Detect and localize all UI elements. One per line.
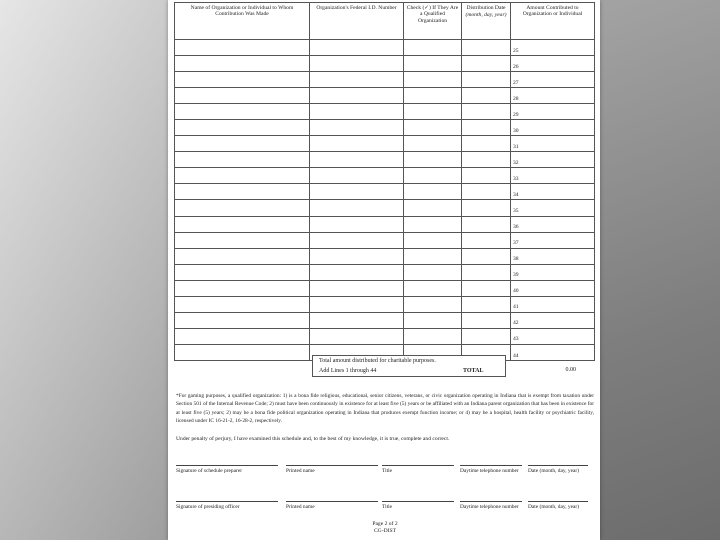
amount-cell[interactable]: [511, 264, 595, 280]
table-row: [175, 168, 595, 184]
amount-cell[interactable]: [511, 248, 595, 264]
amount-cell[interactable]: [511, 200, 595, 216]
distribution-date-cell[interactable]: [462, 136, 511, 152]
federal-id-cell[interactable]: [310, 328, 404, 344]
distribution-date-cell[interactable]: [462, 248, 511, 264]
org-name-cell[interactable]: [175, 200, 310, 216]
line-number: 36: [513, 224, 519, 231]
federal-id-cell[interactable]: [310, 72, 404, 88]
org-name-cell[interactable]: [175, 104, 310, 120]
table-row: [175, 40, 595, 56]
signature-row-preparer: [176, 465, 594, 483]
table-row: [175, 280, 595, 296]
totals-total-label: TOTAL: [463, 368, 484, 374]
org-name-cell[interactable]: [175, 88, 310, 104]
amount-cell[interactable]: [511, 88, 595, 104]
table-row: [175, 88, 595, 104]
distribution-date-cell[interactable]: [462, 72, 511, 88]
federal-id-cell[interactable]: [310, 216, 404, 232]
table-row: [175, 152, 595, 168]
amount-cell[interactable]: [511, 312, 595, 328]
officer-signature-field[interactable]: Signature of presiding officer: [176, 501, 278, 511]
qualified-check-cell[interactable]: [404, 56, 462, 72]
line-number: 41: [513, 304, 519, 311]
line-number: 40: [513, 288, 519, 295]
totals-amount[interactable]: 0.00: [565, 367, 576, 373]
qualified-org-note: *For gaming purposes, a qualified organization: 1) is a bona fide religious, educational, senior citizens, veterans, or civic organization operating in Indiana that is exempt from taxation under Section 501 of the Internal Revenue Code; 2) must have been continuously in existence for at least five (5) years or be affiliated with an Indiana parent organization that has been in existence for at least five (5) years; 2) may be a bona fide political organization operating in Indiana that produces exempt function income; or 4) may be a hospital, health facility or psychiatric facility, licensed under IC 16-21-2, 16-28-2, respectively.: [176, 393, 594, 425]
table-row: [175, 72, 595, 88]
line-number: 35: [513, 208, 519, 215]
background-left: [0, 0, 168, 540]
table-row: [175, 328, 595, 344]
qualified-check-cell[interactable]: [404, 280, 462, 296]
table-row: [175, 120, 595, 136]
qualified-check-cell[interactable]: [404, 40, 462, 56]
table-row: [175, 232, 595, 248]
federal-id-cell[interactable]: [310, 264, 404, 280]
qualified-check-cell[interactable]: [404, 216, 462, 232]
line-number: 31: [513, 143, 519, 150]
org-name-cell[interactable]: [175, 40, 310, 56]
form-code: CG-DIST: [373, 527, 397, 534]
qualified-check-cell[interactable]: [404, 248, 462, 264]
org-name-cell[interactable]: [175, 56, 310, 72]
col-header-name: Name of Organization or Individual to Whom Contribution Was Made: [175, 3, 310, 40]
preparer-date-field[interactable]: Date (month, day, year): [528, 465, 588, 475]
distribution-date-cell[interactable]: [462, 88, 511, 104]
qualified-check-cell[interactable]: [404, 152, 462, 168]
totals-section: [312, 352, 594, 377]
line-number: 34: [513, 192, 519, 199]
federal-id-cell[interactable]: [310, 56, 404, 72]
federal-id-cell[interactable]: [310, 184, 404, 200]
federal-id-cell[interactable]: [310, 120, 404, 136]
amount-cell[interactable]: [511, 72, 595, 88]
table-row: [175, 184, 595, 200]
table-row: [175, 296, 595, 312]
federal-id-cell[interactable]: [310, 152, 404, 168]
table-row: [175, 248, 595, 264]
line-number: 44: [513, 352, 519, 359]
line-number: 30: [513, 127, 519, 134]
contribution-table: [174, 2, 595, 361]
qualified-check-cell[interactable]: [404, 200, 462, 216]
col-header-qualified: Check (✓) If They Are a Qualified Organization: [404, 3, 462, 40]
distribution-date-cell[interactable]: [462, 296, 511, 312]
org-name-cell[interactable]: [175, 152, 310, 168]
background-right: [600, 0, 720, 540]
signature-row-officer: [176, 501, 594, 519]
federal-id-cell[interactable]: [310, 232, 404, 248]
totals-box: [312, 355, 506, 377]
preparer-signature-field[interactable]: Signature of schedule preparer: [176, 465, 278, 475]
line-number: 32: [513, 159, 519, 166]
line-number: 38: [513, 256, 519, 263]
col-header-amount: Amount Contributed to Organization or Individual: [511, 3, 595, 40]
amount-cell[interactable]: [511, 280, 595, 296]
qualified-check-cell[interactable]: [404, 104, 462, 120]
qualified-check-cell[interactable]: [404, 120, 462, 136]
line-number: 42: [513, 320, 519, 327]
federal-id-cell[interactable]: [310, 312, 404, 328]
org-name-cell[interactable]: [175, 280, 310, 296]
amount-cell[interactable]: [511, 232, 595, 248]
org-name-cell[interactable]: [175, 136, 310, 152]
table-row: [175, 216, 595, 232]
amount-cell[interactable]: [511, 104, 595, 120]
qualified-check-cell[interactable]: [404, 72, 462, 88]
distribution-date-cell[interactable]: [462, 200, 511, 216]
org-name-cell[interactable]: [175, 312, 310, 328]
amount-cell[interactable]: [511, 56, 595, 72]
qualified-check-cell[interactable]: [404, 232, 462, 248]
distribution-date-cell[interactable]: [462, 120, 511, 136]
totals-label-line1: Total amount distributed for charitable purposes.: [319, 358, 436, 364]
federal-id-cell[interactable]: [310, 136, 404, 152]
distribution-date-cell[interactable]: [462, 184, 511, 200]
amount-cell[interactable]: [511, 328, 595, 344]
org-name-cell[interactable]: [175, 264, 310, 280]
amount-cell[interactable]: [511, 152, 595, 168]
distribution-date-cell[interactable]: [462, 168, 511, 184]
col-header-date-label: Distribution Date: [466, 5, 506, 11]
qualified-check-cell[interactable]: [404, 264, 462, 280]
col-header-date: [462, 3, 511, 40]
qualified-check-cell[interactable]: [404, 88, 462, 104]
amount-cell[interactable]: [511, 120, 595, 136]
qualified-check-cell[interactable]: [404, 136, 462, 152]
distribution-date-cell[interactable]: [462, 40, 511, 56]
totals-label-line2: Add Lines 1 through 44: [319, 368, 377, 374]
distribution-date-cell[interactable]: [462, 216, 511, 232]
table-row: [175, 200, 595, 216]
org-name-cell[interactable]: [175, 72, 310, 88]
org-name-cell[interactable]: [175, 232, 310, 248]
table-body: [175, 40, 595, 361]
org-name-cell[interactable]: [175, 296, 310, 312]
page-footer: [360, 521, 410, 535]
federal-id-cell[interactable]: [310, 296, 404, 312]
table-row: [175, 312, 595, 328]
distribution-date-cell[interactable]: [462, 280, 511, 296]
line-number: 28: [513, 95, 519, 102]
preparer-phone-field[interactable]: Daytime telephone number: [460, 465, 522, 475]
table-row: [175, 56, 595, 72]
line-number: 43: [513, 336, 519, 343]
page-number: Page 2 of 2: [372, 521, 398, 527]
amount-cell[interactable]: [511, 40, 595, 56]
table-row: [175, 104, 595, 120]
line-number: 25: [513, 47, 519, 54]
distribution-date-cell[interactable]: [462, 328, 511, 344]
qualified-check-cell[interactable]: [404, 296, 462, 312]
distribution-date-cell[interactable]: [462, 312, 511, 328]
table-header-row: [175, 3, 595, 40]
officer-name-field[interactable]: Printed name: [286, 501, 378, 511]
officer-phone-field[interactable]: Daytime telephone number: [460, 501, 522, 511]
distribution-date-cell[interactable]: [462, 264, 511, 280]
line-number: 33: [513, 176, 519, 182]
line-number: 39: [513, 272, 519, 279]
preparer-title-field[interactable]: Title: [382, 465, 454, 475]
line-number: 27: [513, 79, 519, 86]
table-row: [175, 264, 595, 280]
org-name-cell[interactable]: [175, 248, 310, 264]
federal-id-cell[interactable]: [310, 40, 404, 56]
amount-cell[interactable]: [511, 168, 595, 184]
federal-id-cell[interactable]: [310, 248, 404, 264]
officer-date-field[interactable]: Date (month, day, year): [528, 501, 588, 511]
line-number: 26: [513, 63, 519, 70]
distribution-date-cell[interactable]: [462, 56, 511, 72]
qualified-check-cell[interactable]: [404, 312, 462, 328]
distribution-date-cell[interactable]: [462, 104, 511, 120]
amount-cell[interactable]: [511, 216, 595, 232]
amount-cell[interactable]: [511, 296, 595, 312]
distribution-date-cell[interactable]: [462, 232, 511, 248]
federal-id-cell[interactable]: [310, 280, 404, 296]
org-name-cell[interactable]: [175, 344, 310, 360]
federal-id-cell[interactable]: [310, 200, 404, 216]
amount-cell[interactable]: [511, 136, 595, 152]
preparer-name-field[interactable]: Printed name: [286, 465, 378, 475]
org-name-cell[interactable]: [175, 216, 310, 232]
qualified-check-cell[interactable]: [404, 184, 462, 200]
amount-cell[interactable]: [511, 184, 595, 200]
federal-id-cell[interactable]: [310, 168, 404, 184]
col-header-federal-id: Organization's Federal I.D. Number: [310, 3, 404, 40]
org-name-cell[interactable]: [175, 168, 310, 184]
distribution-date-cell[interactable]: [462, 152, 511, 168]
perjury-statement: Under penalty of perjury, I have examined this schedule and, to the best of my knowledge, it is true, complete and correct.: [176, 436, 450, 442]
table-row: [175, 136, 595, 152]
form-page: [168, 0, 600, 540]
qualified-check-cell[interactable]: [404, 168, 462, 184]
org-name-cell[interactable]: [175, 328, 310, 344]
federal-id-cell[interactable]: [310, 104, 404, 120]
col-header-date-hint: (month, day, year): [465, 12, 507, 19]
officer-title-field[interactable]: Title: [382, 501, 454, 511]
qualified-check-cell[interactable]: [404, 328, 462, 344]
org-name-cell[interactable]: [175, 184, 310, 200]
line-number: 29: [513, 111, 519, 118]
org-name-cell[interactable]: [175, 120, 310, 136]
line-number: 37: [513, 240, 519, 247]
federal-id-cell[interactable]: [310, 88, 404, 104]
